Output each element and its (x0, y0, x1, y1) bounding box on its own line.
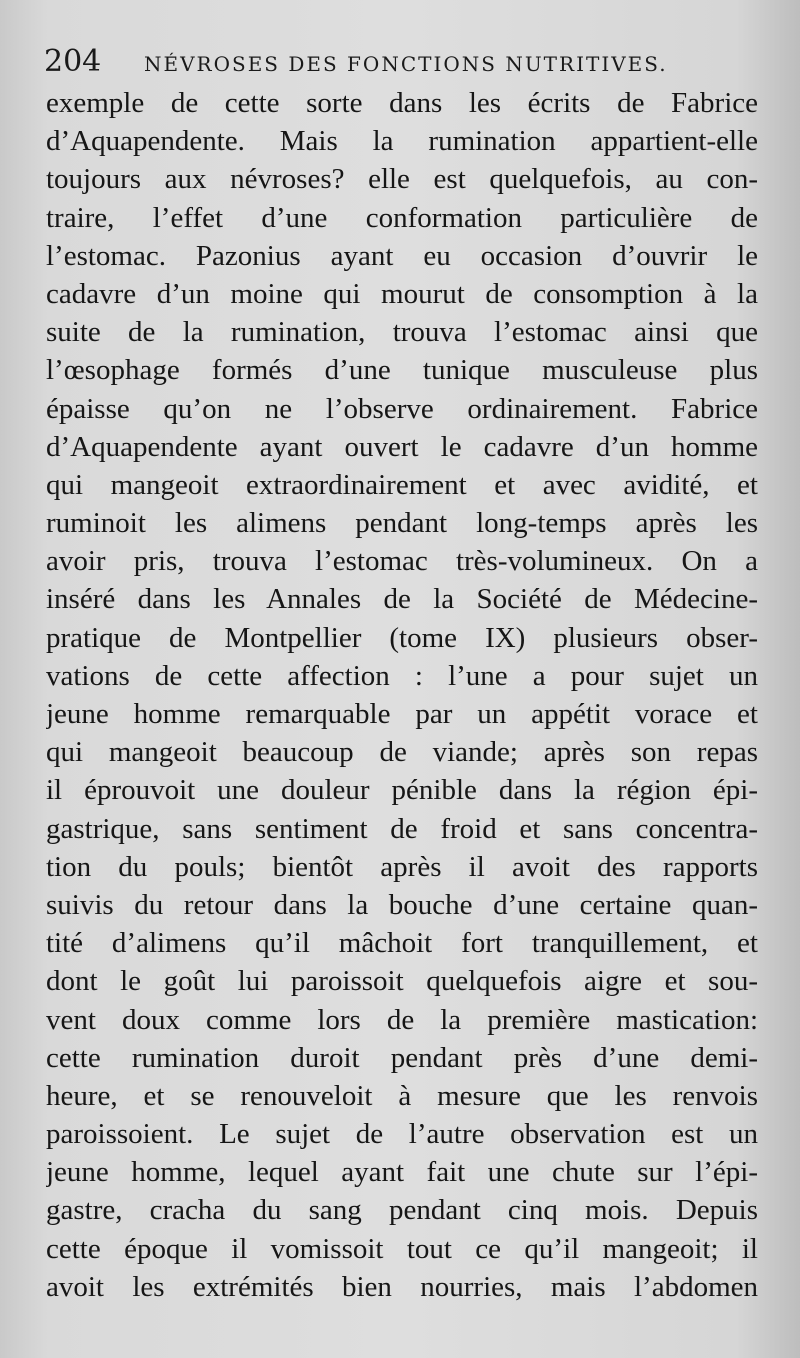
text-line: d’Aquapendente ayant ouvert le cadavre d’un homme (46, 430, 758, 463)
text-line: il éprouvoit une douleur pénible dans la région épi- (46, 774, 758, 807)
text-line: cette époque il vomissoit tout ce qu’il mangeoit; il (46, 1232, 758, 1265)
text-line: inséré dans les Annales de la Société de Médecine- (46, 583, 758, 616)
text-line: ruminoit les alimens pendant long-temps après les (46, 507, 758, 540)
text-line: dont le goût lui paroissoit quelquefois aigre et sou- (46, 965, 758, 998)
text-line: tion du pouls; bientôt après il avoit des rapports (46, 850, 758, 883)
text-line: avoir pris, trouva l’estomac très-volumineux. On a (46, 545, 758, 578)
text-line: gastrique, sans sentiment de froid et sans concentra- (46, 812, 758, 845)
page-header (44, 44, 764, 80)
text-line: vations de cette affection : l’une a pour sujet un (46, 659, 758, 692)
text-line: jeune homme, lequel ayant fait une chute sur l’épi- (46, 1156, 758, 1189)
text-line: qui mangeoit extraordinairement et avec avidité, et (46, 468, 758, 501)
text-line: tité d’alimens qu’il mâchoit fort tranquillement, et (46, 927, 758, 960)
text-line: vent doux comme lors de la première mastication: (46, 1003, 758, 1036)
text-line: toujours aux névroses? elle est quelquefois, au con- (46, 163, 758, 196)
text-line: cadavre d’un moine qui mourut de consomption à la (46, 277, 758, 310)
text-line: suite de la rumination, trouva l’estomac ainsi que (46, 316, 758, 349)
text-line: jeune homme remarquable par un appétit vorace et (46, 698, 758, 730)
text-line: épaisse qu’on ne l’observe ordinairement. Fabrice (46, 392, 758, 425)
text-line: paroissoient. Le sujet de l’autre observation est un (46, 1118, 758, 1151)
text-line: heure, et se renouveloit à mesure que les renvois (46, 1079, 758, 1112)
text-line: d’Aquapendente. Mais la rumination appartient-elle (46, 125, 758, 158)
text-line: pratique de Montpellier (tome IX) plusieurs obser- (46, 621, 758, 654)
running-head: NÉVROSES DES FONCTIONS NUTRITIVES. (144, 52, 668, 76)
text-line: gastre, cracha du sang pendant cinq mois. Depuis (46, 1194, 758, 1227)
text-line: l’estomac. Pazonius ayant eu occasion d’ouvrir le (46, 239, 758, 272)
text-line: traire, l’effet d’une conformation particulière de (46, 201, 758, 234)
text-line: cette rumination duroit pendant près d’une demi- (46, 1041, 758, 1074)
page-number: 204 (44, 44, 102, 79)
text-line: l’œsophage formés d’une tunique musculeuse plus (46, 354, 758, 387)
body-text (46, 84, 758, 1306)
text-line: exemple de cette sorte dans les écrits de Fabrice (46, 87, 758, 119)
text-line: avoit les extrémités bien nourries, mais l’abdomen (46, 1270, 758, 1303)
text-line: suivis du retour dans la bouche d’une certaine quan- (46, 888, 758, 921)
text-line: qui mangeoit beaucoup de viande; après son repas (46, 736, 758, 769)
